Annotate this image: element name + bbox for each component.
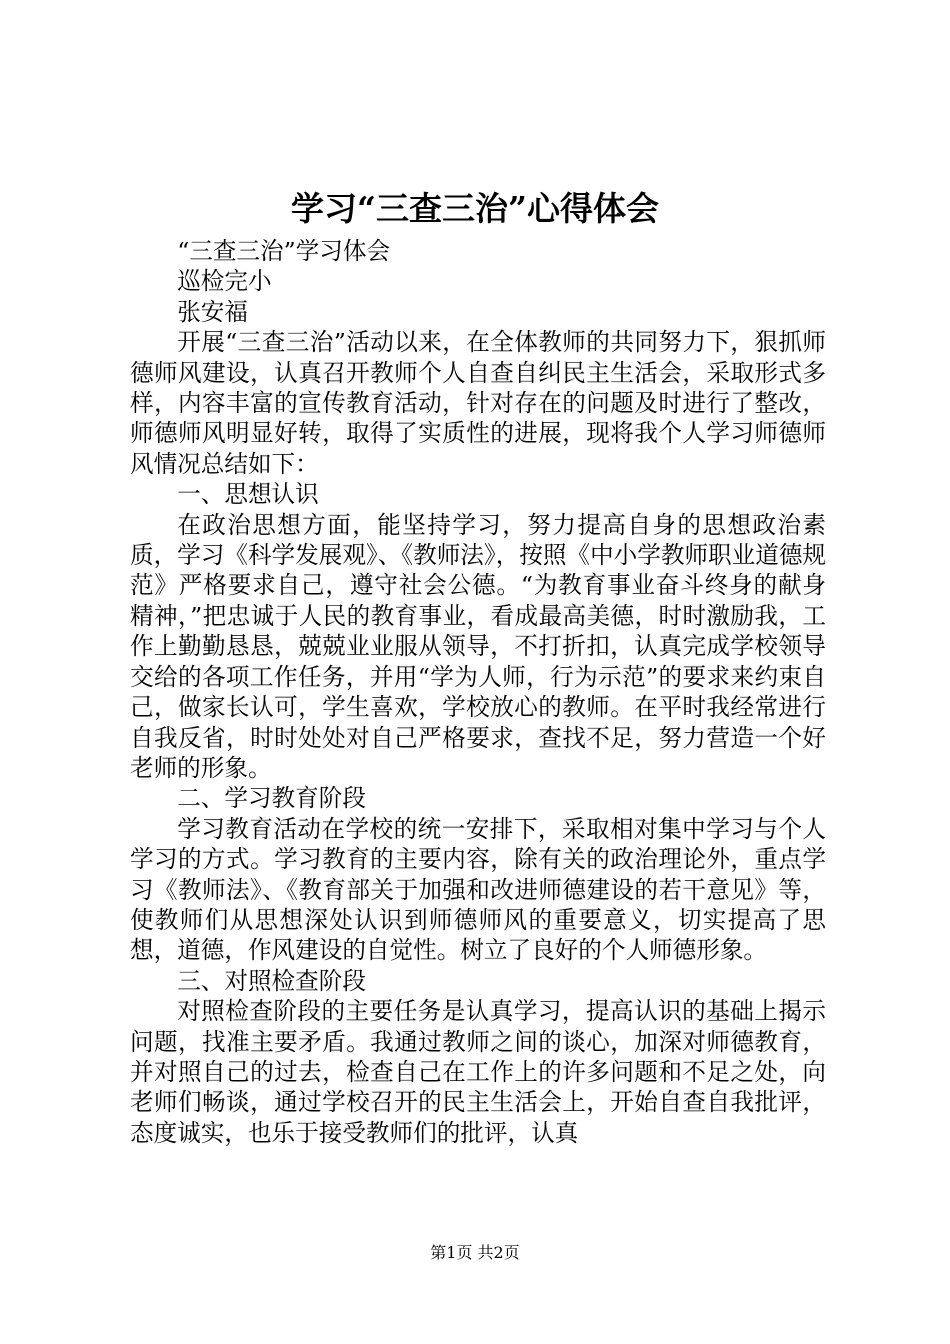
section-heading-2: 二、学习教育阶段: [177, 784, 366, 813]
section-heading-3: 三、对照检查阶段: [177, 966, 366, 995]
author-name: 张安福: [177, 297, 248, 326]
intro-paragraph: 开展“三查三治”活动以来，在全体教师的共同努力下，狠抓师德师风建设，认真召开教师个人自查自纠民主生活会，采取形式多样，内容丰富的宣传教育活动，针对存在的问题及时进行了整改，师德师风明显好转，取得了实质性的进展，现将我个人学习师德师风情况总结如下：: [130, 328, 826, 478]
document-title: 学习“三查三治”心得体会: [291, 189, 659, 228]
document-body: [130, 236, 826, 1148]
section-heading-1: 一、思想认识: [177, 480, 319, 509]
section-1-paragraph: 在政治思想方面，能坚持学习，努力提高自身的思想政治素质，学习《科学发展观》、《教师法》，按照《中小学教师职业道德规范》严格要求自己，遵守社会公德。“为教育事业奋斗终身的献身精神，”把忠诚于人民的教育事业，看成最高美德，时时激励我，工作上勤勤恳恳，兢兢业业服从领导，不打折扣，认真完成学校领导交给的各项工作任务，并用“学为人师，行为示范”的要求来约束自己，做家长认可，学生喜欢，学校放心的教师。在平时我经常进行自我反省，时时处处对自己严格要求，查找不足，努力营造一个好老师的形象。: [130, 510, 827, 782]
school-name: 巡检完小: [177, 267, 272, 296]
subtitle: “三查三治”学习体会: [177, 237, 391, 265]
section-3-paragraph: 对照检查阶段的主要任务是认真学习，提高认识的基础上揭示问题，找准主要矛盾。我通过教师之间的谈心，加深对师德教育，并对照自己的过去，检查自己在工作上的许多问题和不足之处，向老师们畅谈，通过学校召开的民主生活会上，开始自查自我批评，态度诚实，也乐于接受教师们的批评，认真: [130, 997, 826, 1147]
section-2-paragraph: 学习教育活动在学校的统一安排下，采取相对集中学习与个人学习的方式。学习教育的主要内容，除有关的政治理论外，重点学习《教师法》、《教育部关于加强和改进师德建设的若干意见》等，使教师们从思想深处认识到师德师风的重要意义，切实提高了思想，道德，作风建设的自觉性。树立了良好的个人师德形象。: [130, 814, 826, 965]
page-number-footer: 第1页 共2页: [430, 1243, 520, 1262]
